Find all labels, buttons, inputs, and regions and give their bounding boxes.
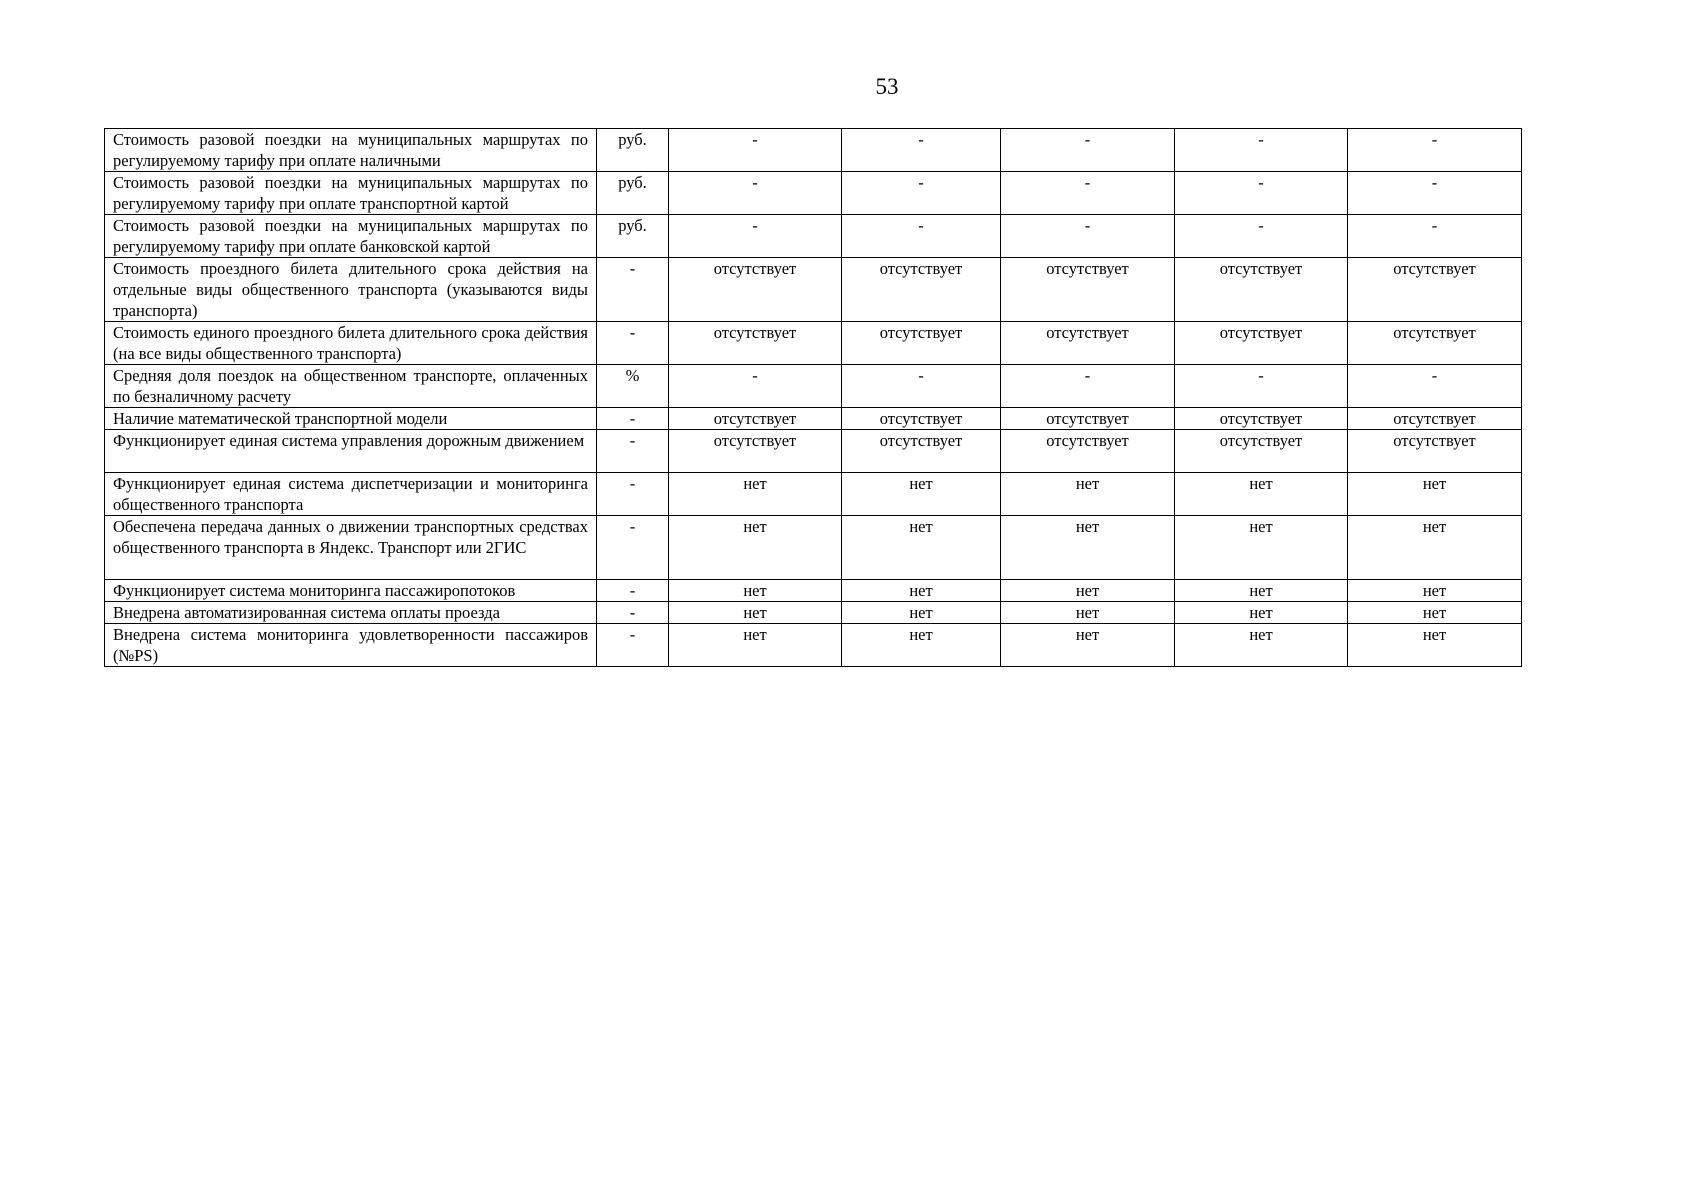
table-row	[105, 365, 1522, 408]
indicators-table	[104, 128, 1522, 667]
indicator-cell: Внедрена система мониторинга удовлетворенности пассажиров (№PS)	[105, 624, 597, 667]
value-cell: нет	[669, 624, 842, 667]
unit-cell: -	[597, 580, 669, 602]
unit-cell: руб.	[597, 172, 669, 215]
value-cell: нет	[842, 602, 1001, 624]
value-cell: нет	[1175, 602, 1348, 624]
value-cell: отсутствует	[1348, 408, 1522, 430]
value-cell: нет	[1001, 624, 1175, 667]
value-cell: нет	[1001, 580, 1175, 602]
indicator-cell: Наличие математической транспортной модели	[105, 408, 597, 430]
indicator-cell: Стоимость разовой поездки на муниципальных маршрутах по регулируемому тарифу при оплате наличными	[105, 129, 597, 172]
unit-cell: руб.	[597, 215, 669, 258]
unit-cell: -	[597, 602, 669, 624]
value-cell: отсутствует	[1175, 430, 1348, 473]
value-cell: отсутствует	[1348, 430, 1522, 473]
unit-cell: -	[597, 473, 669, 516]
value-cell: -	[1001, 172, 1175, 215]
table-row	[105, 322, 1522, 365]
value-cell: отсутствует	[1348, 322, 1522, 365]
value-cell: нет	[669, 602, 842, 624]
table-row	[105, 408, 1522, 430]
table-row	[105, 602, 1522, 624]
table-row	[105, 129, 1522, 172]
value-cell: нет	[1175, 580, 1348, 602]
value-cell: нет	[1348, 473, 1522, 516]
value-cell: -	[1001, 215, 1175, 258]
value-cell: отсутствует	[1175, 258, 1348, 322]
value-cell: -	[1175, 172, 1348, 215]
indicator-cell: Функционирует единая система управления дорожным движением	[105, 430, 597, 473]
value-cell: отсутствует	[669, 408, 842, 430]
indicator-cell: Средняя доля поездок на общественном транспорте, оплаченных по безналичному расчету	[105, 365, 597, 408]
value-cell: -	[1175, 365, 1348, 408]
table-row	[105, 580, 1522, 602]
value-cell: отсутствует	[1001, 430, 1175, 473]
value-cell: отсутствует	[1175, 322, 1348, 365]
value-cell: отсутствует	[669, 258, 842, 322]
value-cell: нет	[842, 473, 1001, 516]
value-cell: -	[842, 172, 1001, 215]
table-row	[105, 215, 1522, 258]
unit-cell: -	[597, 408, 669, 430]
value-cell: -	[842, 215, 1001, 258]
value-cell: -	[1001, 129, 1175, 172]
value-cell: нет	[1001, 516, 1175, 580]
value-cell: отсутствует	[669, 430, 842, 473]
value-cell: -	[1175, 215, 1348, 258]
table-row	[105, 624, 1522, 667]
value-cell: нет	[1348, 580, 1522, 602]
value-cell: отсутствует	[669, 322, 842, 365]
value-cell: нет	[1175, 624, 1348, 667]
value-cell: нет	[1348, 602, 1522, 624]
unit-cell: руб.	[597, 129, 669, 172]
value-cell: -	[669, 365, 842, 408]
value-cell: -	[1348, 215, 1522, 258]
unit-cell: -	[597, 516, 669, 580]
indicator-cell: Внедрена автоматизированная система оплаты проезда	[105, 602, 597, 624]
value-cell: отсутствует	[1001, 258, 1175, 322]
value-cell: нет	[842, 580, 1001, 602]
indicator-cell: Стоимость разовой поездки на муниципальных маршрутах по регулируемому тарифу при оплате транспортной картой	[105, 172, 597, 215]
value-cell: нет	[1001, 602, 1175, 624]
value-cell: -	[1175, 129, 1348, 172]
table-row	[105, 473, 1522, 516]
table-row	[105, 258, 1522, 322]
table-row	[105, 172, 1522, 215]
value-cell: -	[1348, 129, 1522, 172]
page-number: 53	[875, 74, 899, 99]
value-cell: -	[669, 215, 842, 258]
table-row	[105, 516, 1522, 580]
value-cell: нет	[842, 516, 1001, 580]
value-cell: нет	[842, 624, 1001, 667]
unit-cell: -	[597, 258, 669, 322]
unit-cell: -	[597, 322, 669, 365]
indicator-cell: Стоимость единого проездного билета длительного срока действия (на все виды общественного транспорта)	[105, 322, 597, 365]
indicator-cell: Обеспечена передача данных о движении транспортных средствах общественного транспорта в Яндекс. Транспорт или 2ГИС	[105, 516, 597, 580]
value-cell: нет	[1175, 473, 1348, 516]
value-cell: нет	[669, 473, 842, 516]
value-cell: отсутствует	[1001, 322, 1175, 365]
value-cell: -	[1001, 365, 1175, 408]
value-cell: отсутствует	[1348, 258, 1522, 322]
value-cell: отсутствует	[1001, 408, 1175, 430]
indicator-cell: Стоимость разовой поездки на муниципальных маршрутах по регулируемому тарифу при оплате банковской картой	[105, 215, 597, 258]
value-cell: -	[1348, 172, 1522, 215]
value-cell: нет	[669, 516, 842, 580]
value-cell: отсутствует	[842, 322, 1001, 365]
unit-cell: -	[597, 430, 669, 473]
value-cell: -	[669, 129, 842, 172]
value-cell: нет	[1001, 473, 1175, 516]
unit-cell: %	[597, 365, 669, 408]
indicator-cell: Стоимость проездного билета длительного срока действия на отдельные виды общественного транспорта (указываются виды транспорта)	[105, 258, 597, 322]
value-cell: отсутствует	[842, 430, 1001, 473]
table-row	[105, 430, 1522, 473]
indicator-cell: Функционирует система мониторинга пассажиропотоков	[105, 580, 597, 602]
value-cell: нет	[1348, 624, 1522, 667]
value-cell: -	[1348, 365, 1522, 408]
unit-cell: -	[597, 624, 669, 667]
value-cell: отсутствует	[1175, 408, 1348, 430]
value-cell: отсутствует	[842, 258, 1001, 322]
value-cell: нет	[669, 580, 842, 602]
value-cell: отсутствует	[842, 408, 1001, 430]
value-cell: -	[669, 172, 842, 215]
indicator-cell: Функционирует единая система диспетчеризации и мониторинга общественного транспорта	[105, 473, 597, 516]
value-cell: нет	[1175, 516, 1348, 580]
value-cell: -	[842, 129, 1001, 172]
value-cell: -	[842, 365, 1001, 408]
value-cell: нет	[1348, 516, 1522, 580]
